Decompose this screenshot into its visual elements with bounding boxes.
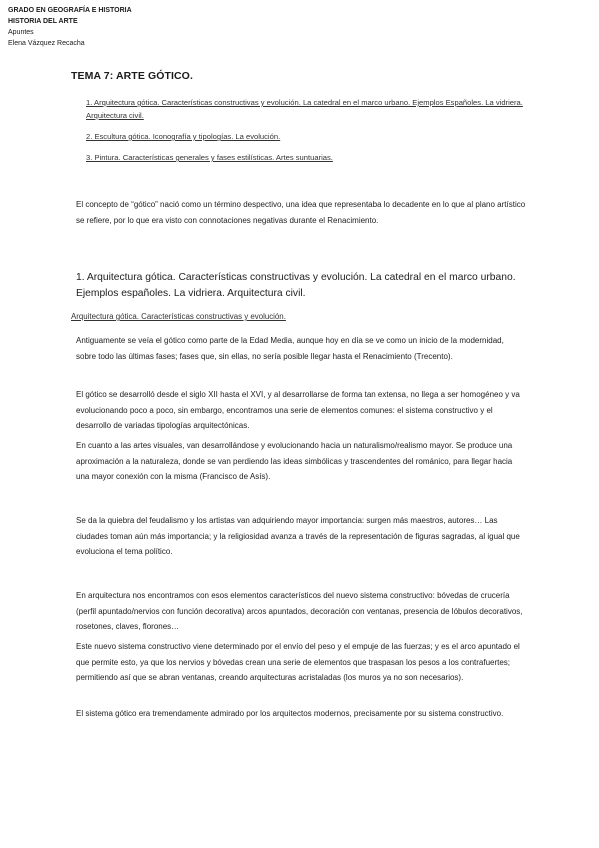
body-paragraph-1: Antiguamente se veía el gótico como parte de la Edad Media, aunque hoy en día se ve como un inicio de la modernidad, sobre todo las últimas fases; fases que, sin ellas, no sería posible llegar hasta el Renacimiento (Trecento). [76, 336, 504, 361]
body-paragraph-2: El gótico se desarrolló desde el siglo XII hasta el XVI, y al desarrollarse de forma tan extensa, no llega a ser homogéneo y va evolucionando poco a poco, sin embargo, encontramos una serie de elementos comunes: el sistema constructivo y el desarrollo de variadas tipologías arquitectónicas. [76, 390, 520, 430]
section-title: 1. Arquitectura gótica. Características constructivas y evolución. La catedral en el marco urbano. Ejemplos españoles. La vidriera. Arquitectura civil. [76, 272, 516, 299]
body-paragraph-7: El sistema gótico era tremendamente admirado por los arquitectos modernos, precisamente por su sistema constructivo. [76, 709, 504, 718]
header-doc-type: Apuntes [8, 29, 34, 36]
body-paragraph-6: Este nuevo sistema constructivo viene determinado por el envío del peso y el empuje de las fuerzas; y es el arco apuntado el que permite esto, ya que los nervios y bóvedas crean una serie de elementos que traspasan los pesos a los contrafuertes; permitiendo así que se abran ventanas, creando arquitecturas acristaladas (los muros ya no son necesarios). [76, 642, 520, 682]
subheading: Arquitectura gótica. Características constructivas y evolución. [71, 312, 286, 321]
toc-item-3: 3. Pintura. Características generales y fases estilísticas. Artes suntuarias. [86, 153, 333, 162]
header-degree: GRADO EN GEOGRAFÍA E HISTORIA [8, 7, 132, 14]
body-paragraph-4: Se da la quiebra del feudalismo y los artistas van adquiriendo mayor importancia: surgen más maestros, autores… Las ciudades toman aún más importancia; y la religiosidad avanza a través de la representación de figuras sagradas, al igual que evoluciona el tema político. [76, 516, 520, 556]
header-author: Elena Vázquez Recacha [8, 40, 85, 47]
toc-item-2: 2. Escultura gótica. Iconografía y tipologías. La evolución. [86, 132, 281, 141]
header-subject: HISTORIA DEL ARTE [8, 18, 78, 25]
document-header [8, 5, 132, 49]
intro-paragraph: El concepto de “gótico” nació como un término despectivo, una idea que representaba lo decadente en lo que al plano artístico se refiere, por lo que era visto con connotaciones negativas durante el Renacimiento. [76, 200, 526, 225]
body-paragraph-3: En cuanto a las artes visuales, van desarrollándose y evolucionando hacia un naturalismo/realismo mayor. Se produce una aproximación a la naturaleza, donde se van perdiendo las ideas simbólicas y trascendentes del románico, para llegar hacia una mayor conexión con la misma (Francisco de Asís). [76, 441, 513, 481]
body-paragraph-5: En arquitectura nos encontramos con esos elementos característicos del nuevo sistema constructivo: bóvedas de crucería (perfil apuntado/nervios con función decorativa) arcos apuntados, decoración con ventanas, presencia de lóbulos decorativos, rosetones, claves, florones… [76, 591, 523, 631]
table-of-contents [86, 96, 526, 172]
page-title: TEMA 7: ARTE GÓTICO. [71, 70, 193, 82]
toc-item-1: 1. Arquitectura gótica. Características constructivas y evolución. La catedral en el marco urbano. Ejemplos Españoles. La vidriera. Arquitectura civil. [86, 98, 523, 120]
